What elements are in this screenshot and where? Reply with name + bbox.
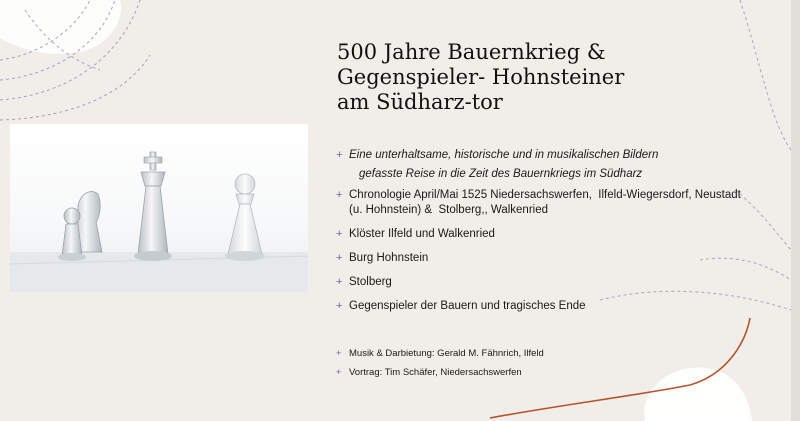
title-line-3: am Südharz-tor xyxy=(337,90,503,114)
glass-chess-pieces-image-icon xyxy=(10,124,308,292)
bullet-plus-icon: + xyxy=(336,367,342,377)
intro-item xyxy=(336,146,756,184)
title-line-2: Gegenspieler- Hohnsteiner xyxy=(337,65,625,89)
bullet-list xyxy=(336,146,756,323)
credit-item-talk xyxy=(336,366,736,379)
credits-list xyxy=(336,347,736,385)
title-line-1: 500 Jahre Bauernkrieg & xyxy=(337,40,606,64)
bullet-plus-icon: + xyxy=(336,189,343,201)
slide-title xyxy=(337,40,757,115)
bullet-plus-icon: + xyxy=(336,300,343,312)
list-item xyxy=(336,275,756,290)
bullet-plus-icon: + xyxy=(336,276,343,288)
list-item xyxy=(336,227,756,242)
bullet-plus-icon: + xyxy=(336,149,343,161)
intro-line-1: Eine unterhaltsame, historische und in musikalischen Bildern xyxy=(349,149,659,161)
list-item xyxy=(336,299,756,314)
list-item-text: Chronologie April/Mai 1525 Niedersachswerfen, Ilfeld-Wiegersdorf, Neustadt (u. Hohnstein) & Stolberg,, Walkenried xyxy=(349,189,745,216)
chess-pieces-image xyxy=(10,124,308,292)
list-item xyxy=(336,251,756,266)
bullet-plus-icon: + xyxy=(336,348,342,358)
credit-item-music xyxy=(336,347,736,360)
credit-text: Vortrag: Tim Schäfer, Niedersachswerfen xyxy=(349,367,522,378)
list-item-text: Burg Hohnstein xyxy=(349,252,429,264)
right-edge-strip xyxy=(791,0,800,421)
bullet-plus-icon: + xyxy=(336,252,343,264)
list-item xyxy=(336,188,756,218)
white-blob-top-left xyxy=(0,0,121,54)
intro-line-2: gefasste Reise in die Zeit des Bauernkriegs im Südharz xyxy=(359,168,643,180)
list-item-text: Gegenspieler der Bauern und tragisches Ende xyxy=(349,300,586,312)
list-item-text: Stolberg xyxy=(349,276,392,288)
credit-text: Musik & Darbietung: Gerald M. Fähnrich, Ilfeld xyxy=(349,348,544,359)
list-item-text: Klöster Ilfeld und Walkenried xyxy=(349,228,495,240)
bullet-plus-icon: + xyxy=(336,228,343,240)
